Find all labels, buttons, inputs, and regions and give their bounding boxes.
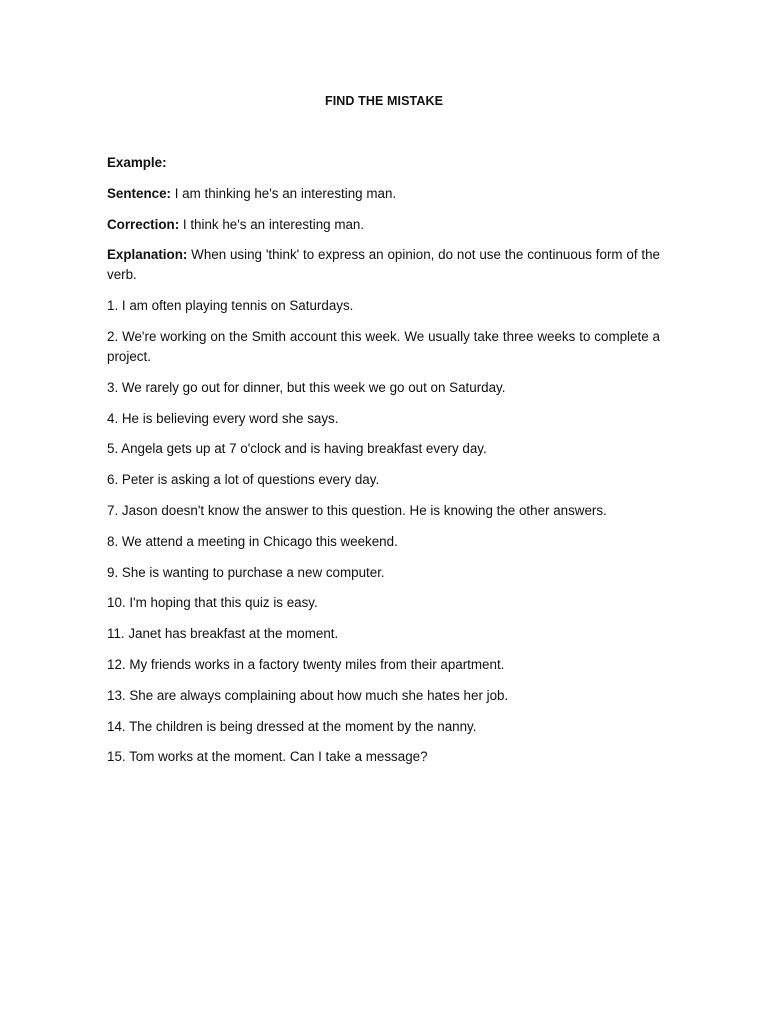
sentence-text: I am thinking he's an interesting man.	[171, 185, 397, 201]
sentence-label: Sentence:	[107, 185, 171, 201]
exercise-item-2: 2. We're working on the Smith account this week. We usually take three weeks to complete a project.	[107, 328, 660, 364]
exercise-item-4: 4. He is believing every word she says.	[107, 410, 339, 426]
exercise-item-8: 8. We attend a meeting in Chicago this weekend.	[107, 533, 398, 549]
explanation-label: Explanation:	[107, 247, 188, 263]
exercise-item-10: 10. I'm hoping that this quiz is easy.	[107, 595, 318, 611]
exercise-item-14: 14. The children is being dressed at the moment by the nanny.	[107, 718, 477, 734]
exercise-item-1: 1. I am often playing tennis on Saturdays.	[107, 298, 354, 314]
exercise-item-3: 3. We rarely go out for dinner, but this week we go out on Saturday.	[107, 379, 506, 395]
exercise-item-5: 5. Angela gets up at 7 o'clock and is having breakfast every day.	[107, 441, 487, 457]
page-title: FIND THE MISTAKE	[324, 94, 444, 108]
exercise-item-13: 13. She are always complaining about how much she hates her job.	[107, 687, 509, 703]
example-heading	[107, 153, 660, 173]
document-body	[107, 153, 660, 778]
explanation-text: When using 'think' to express an opinion, do not use the continuous form of the verb.	[107, 247, 660, 283]
exercise-item-12: 12. My friends works in a factory twenty miles from their apartment.	[107, 656, 505, 672]
correction-text: I think he's an interesting man.	[179, 216, 365, 232]
example-explanation	[107, 245, 660, 285]
exercise-item-7: 7. Jason doesn't know the answer to this question. He is knowing the other answers.	[107, 502, 607, 518]
example-correction	[107, 215, 660, 235]
exercise-item-9: 9. She is wanting to purchase a new computer.	[107, 564, 385, 580]
example-heading-label: Example:	[107, 155, 167, 170]
exercise-item-11: 11. Janet has breakfast at the moment.	[107, 626, 339, 642]
correction-label: Correction:	[107, 216, 180, 232]
exercise-item-15: 15. Tom works at the moment. Can I take a message?	[107, 749, 428, 765]
exercise-item-6: 6. Peter is asking a lot of questions every day.	[107, 472, 380, 488]
example-sentence	[107, 184, 660, 204]
